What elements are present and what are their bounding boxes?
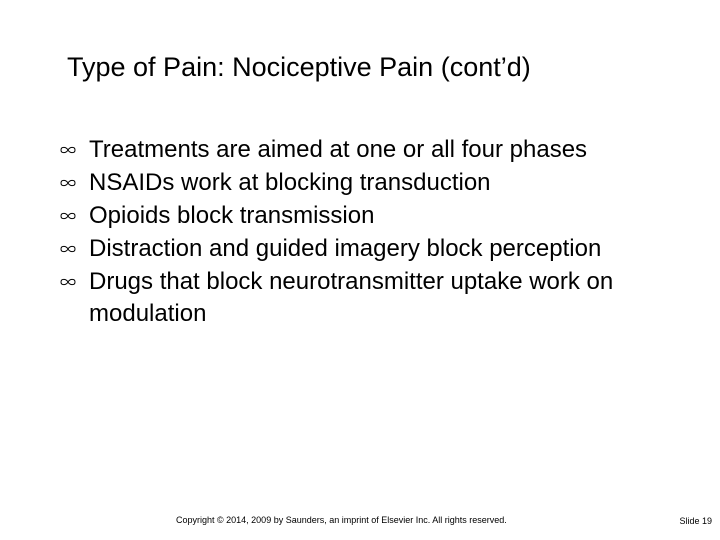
slide-number: Slide 19 [679,516,712,526]
infinity-icon [60,179,76,187]
infinity-icon [60,212,76,220]
bullet-text: Opioids block transmission [89,202,375,229]
bullet-text: NSAIDs work at blocking transduction [89,169,491,196]
copyright-notice: Copyright © 2014, 2009 by Saunders, an imprint of Elsevier Inc. All rights reserved. [176,515,507,525]
bullet-text: Treatments are aimed at one or all four phases [89,136,588,163]
bullet-item [60,134,700,166]
bullet-item [60,200,700,232]
infinity-icon [60,278,76,286]
bullet-list [60,134,700,331]
bullet-item [60,233,700,265]
bullet-item [60,266,700,330]
infinity-icon [60,245,76,253]
slide-title: Type of Pain: Nociceptive Pain (cont’d) [67,52,531,82]
bullet-text: Drugs that block neurotransmitter uptake work on modulation [89,268,614,327]
bullet-item [60,167,700,199]
infinity-icon [60,146,76,154]
bullet-text: Distraction and guided imagery block perception [89,235,602,262]
